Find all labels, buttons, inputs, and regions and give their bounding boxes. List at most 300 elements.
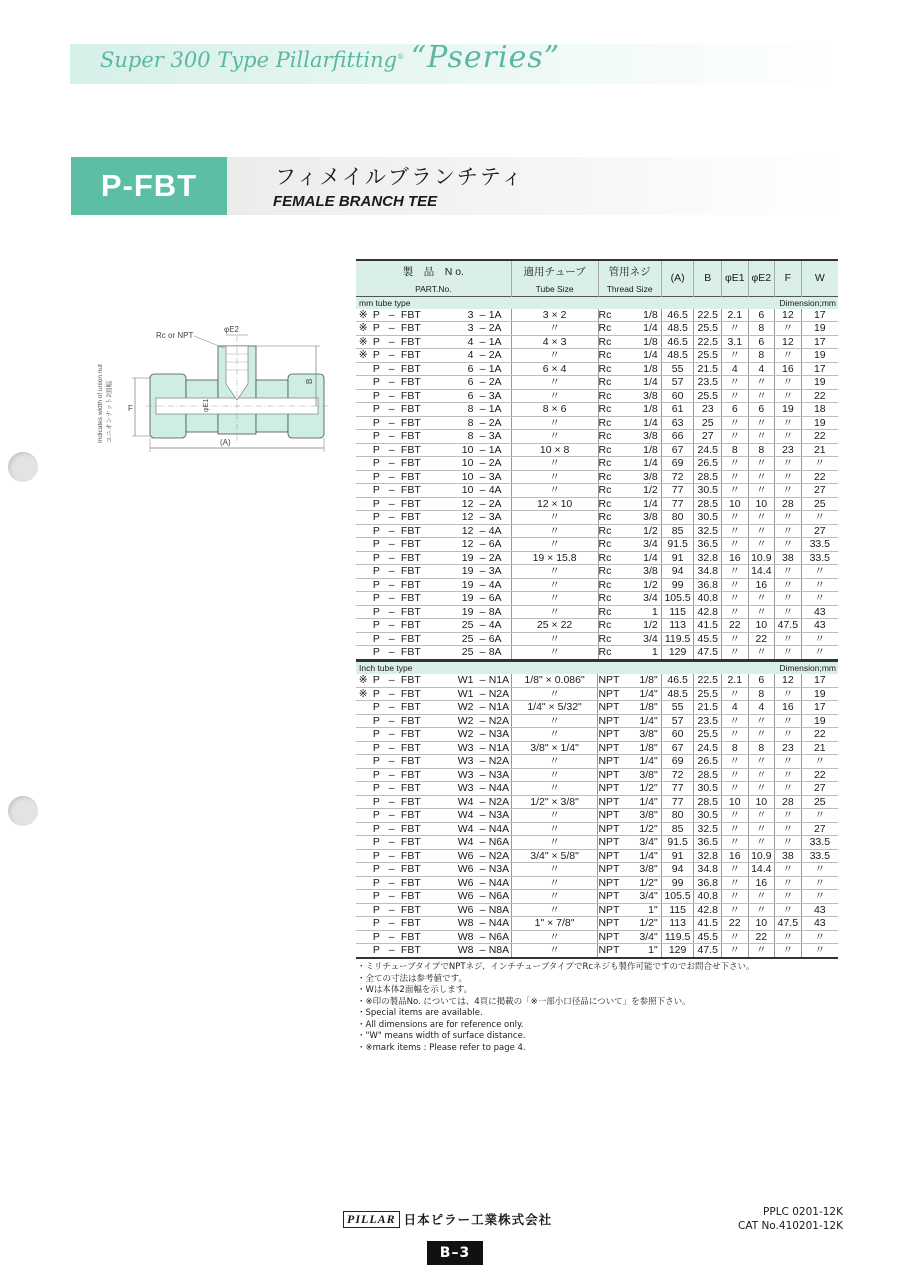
cell-e1: 〃	[722, 416, 749, 430]
cell-e2: 〃	[748, 389, 775, 403]
cell-ts: 1/8"	[627, 701, 662, 715]
cell-w: 17	[801, 309, 838, 322]
cell-d2: –	[476, 944, 488, 958]
cell-m	[356, 619, 370, 633]
table-row	[356, 322, 838, 336]
cell-n2: N6A	[489, 890, 511, 904]
cell-a: 80	[661, 511, 694, 525]
cell-n1: W3	[429, 782, 476, 796]
cell-e1: 〃	[721, 863, 748, 877]
cell-a: 99	[661, 876, 694, 890]
cell-e1: 〃	[722, 376, 749, 390]
table-row	[356, 687, 838, 701]
cell-p: P	[370, 863, 382, 877]
cell-th: NPT	[598, 836, 627, 850]
cell-th: NPT	[598, 944, 627, 958]
cell-p: P	[370, 701, 382, 715]
cell-e1: 4	[721, 701, 748, 715]
cell-m	[356, 876, 370, 890]
inch-dimension-unit: Dimension;mm	[661, 661, 838, 674]
cell-f: 〃	[775, 592, 802, 606]
cell-n2: 2A	[489, 376, 512, 390]
header-part-en: PART.No.	[356, 283, 511, 296]
cell-t: FBT	[401, 592, 430, 606]
cell-a: 99	[661, 578, 694, 592]
cell-e2: 〃	[748, 511, 775, 525]
cell-d: –	[383, 646, 401, 660]
cell-p: P	[370, 917, 382, 931]
cell-n2: N4A	[489, 876, 511, 890]
cell-p: P	[370, 755, 382, 769]
cell-d: –	[383, 565, 401, 579]
cell-tube: 3/8" × 1/4"	[511, 741, 598, 755]
cell-th: Rc	[598, 605, 627, 619]
cell-th: NPT	[598, 755, 627, 769]
cell-e2: 8	[748, 349, 775, 363]
cell-e2: 〃	[748, 538, 775, 552]
cell-f: 〃	[775, 646, 802, 660]
cell-w: 17	[801, 362, 838, 376]
cell-e1: 〃	[721, 728, 748, 742]
cell-t: FBT	[401, 524, 430, 538]
cell-w: 〃	[801, 578, 838, 592]
cell-w: 17	[801, 335, 838, 349]
cell-n2: N3A	[489, 768, 511, 782]
cell-n1: W8	[429, 930, 476, 944]
cell-tube: 〃	[511, 687, 598, 701]
cell-w: 19	[801, 376, 838, 390]
cell-f: 19	[775, 403, 802, 417]
cell-n2: N2A	[489, 795, 511, 809]
cell-t: FBT	[401, 755, 430, 769]
cell-ts: 1/4"	[627, 714, 662, 728]
cell-f: 〃	[775, 511, 802, 525]
cell-w: 22	[801, 728, 838, 742]
cell-e2: 14.4	[748, 565, 775, 579]
cell-b: 45.5	[694, 930, 722, 944]
cell-a: 46.5	[661, 674, 694, 687]
side-note-jp: ユニオンナット2面幅	[106, 381, 113, 443]
cell-th: NPT	[598, 917, 627, 931]
cell-m	[356, 389, 370, 403]
cell-ts: 3/4"	[627, 930, 662, 944]
cell-d: –	[383, 917, 401, 931]
cell-th: Rc	[598, 335, 627, 349]
table-row	[356, 443, 838, 457]
cell-n1: 12	[429, 497, 476, 511]
cell-th: Rc	[598, 470, 627, 484]
cell-a: 55	[661, 362, 694, 376]
cell-m	[356, 903, 370, 917]
cell-ts: 3/8	[627, 511, 662, 525]
cell-ts: 3/4"	[627, 836, 662, 850]
cell-f: 47.5	[775, 619, 802, 633]
table-row	[356, 890, 838, 904]
cell-th: Rc	[598, 430, 627, 444]
table-row	[356, 349, 838, 363]
cell-a: 91	[661, 849, 694, 863]
cell-b: 34.8	[694, 863, 722, 877]
cell-f: 16	[775, 701, 802, 715]
cell-n2: N1A	[489, 701, 511, 715]
cell-e1: 〃	[722, 457, 749, 471]
label-e2: φE2	[224, 325, 239, 334]
cell-e2: 〃	[748, 457, 775, 471]
table-row	[356, 376, 838, 390]
cell-ts: 1/4"	[627, 687, 662, 701]
cell-d2: –	[476, 714, 488, 728]
cell-e2: 10	[748, 619, 775, 633]
cell-d2: –	[476, 768, 488, 782]
cell-a: 129	[661, 944, 694, 958]
cell-t: FBT	[401, 632, 430, 646]
cell-e1: 〃	[722, 430, 749, 444]
cell-a: 105.5	[661, 592, 694, 606]
cell-p: P	[370, 728, 382, 742]
table-row	[356, 605, 838, 619]
cell-d2: –	[476, 349, 488, 363]
cell-d: –	[383, 538, 401, 552]
cell-d2: –	[476, 890, 488, 904]
cell-e2: 〃	[748, 714, 775, 728]
cell-m	[356, 930, 370, 944]
cell-p: P	[370, 430, 382, 444]
cell-n1: 6	[429, 362, 476, 376]
cell-f: 〃	[775, 809, 802, 823]
cell-w: 17	[801, 674, 838, 687]
cell-d: –	[383, 443, 401, 457]
header-w: W	[801, 260, 838, 296]
cell-f: 〃	[775, 349, 802, 363]
cell-tube: 1/2" × 3/8"	[511, 795, 598, 809]
cell-e2: 10.9	[748, 551, 775, 565]
cell-p: P	[370, 944, 382, 958]
cell-n1: 12	[429, 524, 476, 538]
cell-t: FBT	[401, 322, 430, 336]
table-row	[356, 714, 838, 728]
cell-e2: 〃	[748, 944, 775, 958]
cell-tube: 6 × 4	[511, 362, 598, 376]
cell-d: –	[383, 809, 401, 823]
cell-e1: 〃	[722, 565, 749, 579]
cell-e2: 4	[748, 701, 775, 715]
cell-e2: 〃	[748, 470, 775, 484]
cell-d: –	[383, 674, 401, 687]
cell-tube: 〃	[511, 782, 598, 796]
cell-n1: 25	[429, 646, 476, 660]
cell-tube: 1" × 7/8"	[511, 917, 598, 931]
table-row	[356, 511, 838, 525]
cell-m	[356, 863, 370, 877]
cell-m	[356, 755, 370, 769]
cell-m	[356, 578, 370, 592]
cell-n2: N4A	[489, 822, 511, 836]
product-code: P-FBT	[71, 157, 227, 215]
note-item: ・All dimensions are for reference only.	[357, 1019, 524, 1030]
cell-t: FBT	[401, 551, 430, 565]
cell-n1: 25	[429, 632, 476, 646]
cell-d: –	[383, 322, 401, 336]
table-row	[356, 551, 838, 565]
cell-n1: W1	[429, 687, 476, 701]
table-row	[356, 728, 838, 742]
cell-p: P	[370, 349, 382, 363]
cell-b: 41.5	[694, 917, 722, 931]
cell-m	[356, 741, 370, 755]
cell-d2: –	[476, 930, 488, 944]
cell-p: P	[370, 903, 382, 917]
cell-w: 〃	[801, 755, 838, 769]
cell-m	[356, 917, 370, 931]
cell-a: 80	[661, 809, 694, 823]
cell-d: –	[383, 930, 401, 944]
cell-d2: –	[476, 416, 488, 430]
cell-th: Rc	[598, 349, 627, 363]
cell-f: 〃	[775, 484, 802, 498]
cell-tube: 〃	[511, 430, 598, 444]
cell-e1: 〃	[722, 470, 749, 484]
cell-e2: 22	[748, 930, 775, 944]
table-row	[356, 876, 838, 890]
cell-m	[356, 362, 370, 376]
cell-p: P	[370, 768, 382, 782]
cell-ts: 1/2	[627, 578, 662, 592]
table-row	[356, 782, 838, 796]
cell-n2: N2A	[489, 849, 511, 863]
cell-tube: 〃	[511, 416, 598, 430]
header-e2: φE2	[748, 260, 775, 296]
cell-w: 〃	[801, 930, 838, 944]
cell-t: FBT	[401, 309, 430, 322]
cell-m	[356, 809, 370, 823]
cell-m	[356, 376, 370, 390]
cell-e2: 〃	[748, 822, 775, 836]
cell-f: 〃	[775, 755, 802, 769]
cell-a: 69	[661, 457, 694, 471]
cell-f: 〃	[775, 632, 802, 646]
cell-tube: 〃	[511, 565, 598, 579]
cell-tube: 〃	[511, 484, 598, 498]
table-row	[356, 335, 838, 349]
cell-b: 40.8	[694, 890, 722, 904]
table-row	[356, 389, 838, 403]
cell-f: 〃	[775, 822, 802, 836]
cell-p: P	[370, 322, 382, 336]
cell-b: 36.5	[694, 538, 722, 552]
cell-th: Rc	[598, 578, 627, 592]
cell-th: Rc	[598, 565, 627, 579]
cell-ts: 3/8	[627, 389, 662, 403]
cell-d2: –	[476, 795, 488, 809]
cell-w: 22	[801, 389, 838, 403]
cell-w: 21	[801, 741, 838, 755]
cell-tube: 〃	[511, 511, 598, 525]
cell-b: 25.5	[694, 389, 722, 403]
cell-t: FBT	[401, 362, 430, 376]
note-item: ・※mark items : Please refer to page 4.	[357, 1042, 526, 1053]
table-row	[356, 470, 838, 484]
cell-d: –	[383, 605, 401, 619]
cell-ts: 1/4"	[627, 795, 662, 809]
cell-n2: 3A	[489, 470, 512, 484]
cell-f: 〃	[775, 944, 802, 958]
cell-w: 17	[801, 701, 838, 715]
cell-e1: 8	[721, 741, 748, 755]
cell-w: 19	[801, 322, 838, 336]
cell-tube: 〃	[511, 322, 598, 336]
cell-e2: 8	[748, 322, 775, 336]
cell-f: 28	[775, 497, 802, 511]
cell-e1: 〃	[722, 349, 749, 363]
cell-th: NPT	[598, 741, 627, 755]
cell-d: –	[383, 470, 401, 484]
cell-e2: 16	[748, 876, 775, 890]
cell-w: 〃	[801, 863, 838, 877]
cell-d2: –	[476, 849, 488, 863]
cell-a: 63	[661, 416, 694, 430]
cell-b: 45.5	[694, 632, 722, 646]
header-f: F	[775, 260, 802, 296]
cell-d2: –	[476, 430, 488, 444]
table-row	[356, 809, 838, 823]
cell-f: 〃	[775, 728, 802, 742]
cell-n2: 1A	[489, 309, 512, 322]
cell-n2: 6A	[489, 538, 512, 552]
note-item: ・"W" means width of surface distance.	[357, 1031, 526, 1041]
cell-a: 55	[661, 701, 694, 715]
cell-p: P	[370, 511, 382, 525]
cell-e1: 16	[722, 551, 749, 565]
cell-d: –	[383, 836, 401, 850]
table-row	[356, 836, 838, 850]
cell-t: FBT	[401, 809, 430, 823]
cell-th: Rc	[598, 551, 627, 565]
cell-b: 28.5	[694, 795, 722, 809]
cell-tube: 1/4" × 5/32"	[511, 701, 598, 715]
header-tube-en: Tube Size	[511, 283, 598, 296]
cell-f: 16	[775, 362, 802, 376]
cell-m	[356, 484, 370, 498]
cell-t: FBT	[401, 646, 430, 660]
cell-e1: 4	[722, 362, 749, 376]
cell-tube: 〃	[511, 470, 598, 484]
cell-e1: 〃	[722, 524, 749, 538]
cell-e1: 8	[722, 443, 749, 457]
cell-ts: 3/8	[627, 565, 662, 579]
cell-n1: W6	[429, 876, 476, 890]
cell-p: P	[370, 741, 382, 755]
cell-f: 〃	[775, 863, 802, 877]
cell-a: 94	[661, 863, 694, 877]
cell-n1: 12	[429, 538, 476, 552]
cell-d2: –	[476, 917, 488, 931]
cell-t: FBT	[401, 701, 430, 715]
cell-w: 27	[801, 782, 838, 796]
cell-p: P	[370, 551, 382, 565]
cell-tube: 10 × 8	[511, 443, 598, 457]
cell-t: FBT	[401, 782, 430, 796]
cell-b: 26.5	[694, 755, 722, 769]
cell-d: –	[383, 903, 401, 917]
cell-t: FBT	[401, 876, 430, 890]
cell-ts: 1/4	[627, 376, 662, 390]
cell-d2: –	[476, 755, 488, 769]
cell-t: FBT	[401, 849, 430, 863]
cell-w: 43	[801, 917, 838, 931]
note-item: ・Wは本体2面幅を示します。	[357, 985, 473, 995]
cell-ts: 3/8"	[627, 863, 662, 877]
table-row	[356, 457, 838, 471]
cell-e1: 16	[721, 849, 748, 863]
cell-w: 〃	[801, 511, 838, 525]
cell-n1: 10	[429, 457, 476, 471]
cell-ts: 1/2	[627, 524, 662, 538]
cell-e1: 〃	[721, 809, 748, 823]
cell-b: 32.8	[694, 849, 722, 863]
cell-e1: 〃	[722, 511, 749, 525]
cell-tube: 〃	[511, 809, 598, 823]
cell-w: 〃	[801, 944, 838, 958]
cell-ts: 3/8"	[627, 728, 662, 742]
cell-m: ※	[356, 687, 370, 701]
cell-m	[356, 944, 370, 958]
cell-n2: 1A	[489, 403, 512, 417]
cell-b: 34.8	[694, 565, 722, 579]
cell-th: NPT	[598, 876, 627, 890]
cell-w: 43	[801, 903, 838, 917]
cell-w: 〃	[801, 592, 838, 606]
cell-tube: 〃	[511, 646, 598, 660]
cell-p: P	[370, 389, 382, 403]
table-row	[356, 309, 838, 322]
cell-ts: 1/4"	[627, 849, 662, 863]
cell-f: 〃	[775, 538, 802, 552]
cell-e1: 〃	[722, 389, 749, 403]
cell-e2: 6	[748, 309, 775, 322]
cell-m	[356, 511, 370, 525]
banner-prefix: Super 300 Type Pillarfitting	[100, 48, 398, 72]
cell-n2: 4A	[489, 524, 512, 538]
cell-m	[356, 430, 370, 444]
cell-w: 21	[801, 443, 838, 457]
cell-e2: 10	[748, 917, 775, 931]
cell-n1: W2	[429, 728, 476, 742]
cell-t: FBT	[401, 511, 430, 525]
cell-n1: W1	[429, 674, 476, 687]
header-thread-jp: 管用ネジ	[598, 260, 661, 283]
cell-a: 85	[661, 822, 694, 836]
cell-d: –	[383, 619, 401, 633]
table-row	[356, 497, 838, 511]
cell-n1: W3	[429, 768, 476, 782]
table-row	[356, 795, 838, 809]
cell-th: Rc	[598, 389, 627, 403]
note-item: ・ミリチューブタイプでNPTネジ、インチチューブタイプでRcネジも製作可能ですのでお問合せ下さい。	[357, 962, 755, 972]
cell-d: –	[383, 457, 401, 471]
cell-e2: 10	[748, 795, 775, 809]
cell-ts: 1/8"	[627, 674, 662, 687]
table-row	[356, 701, 838, 715]
cell-d2: –	[476, 322, 488, 336]
cell-w: 18	[801, 403, 838, 417]
table-row	[356, 524, 838, 538]
cell-a: 46.5	[661, 335, 694, 349]
cell-e2: 〃	[748, 890, 775, 904]
cell-n1: 19	[429, 578, 476, 592]
cell-ts: 1/4	[627, 551, 662, 565]
cell-n2: N1A	[489, 674, 511, 687]
cell-m: ※	[356, 309, 370, 322]
